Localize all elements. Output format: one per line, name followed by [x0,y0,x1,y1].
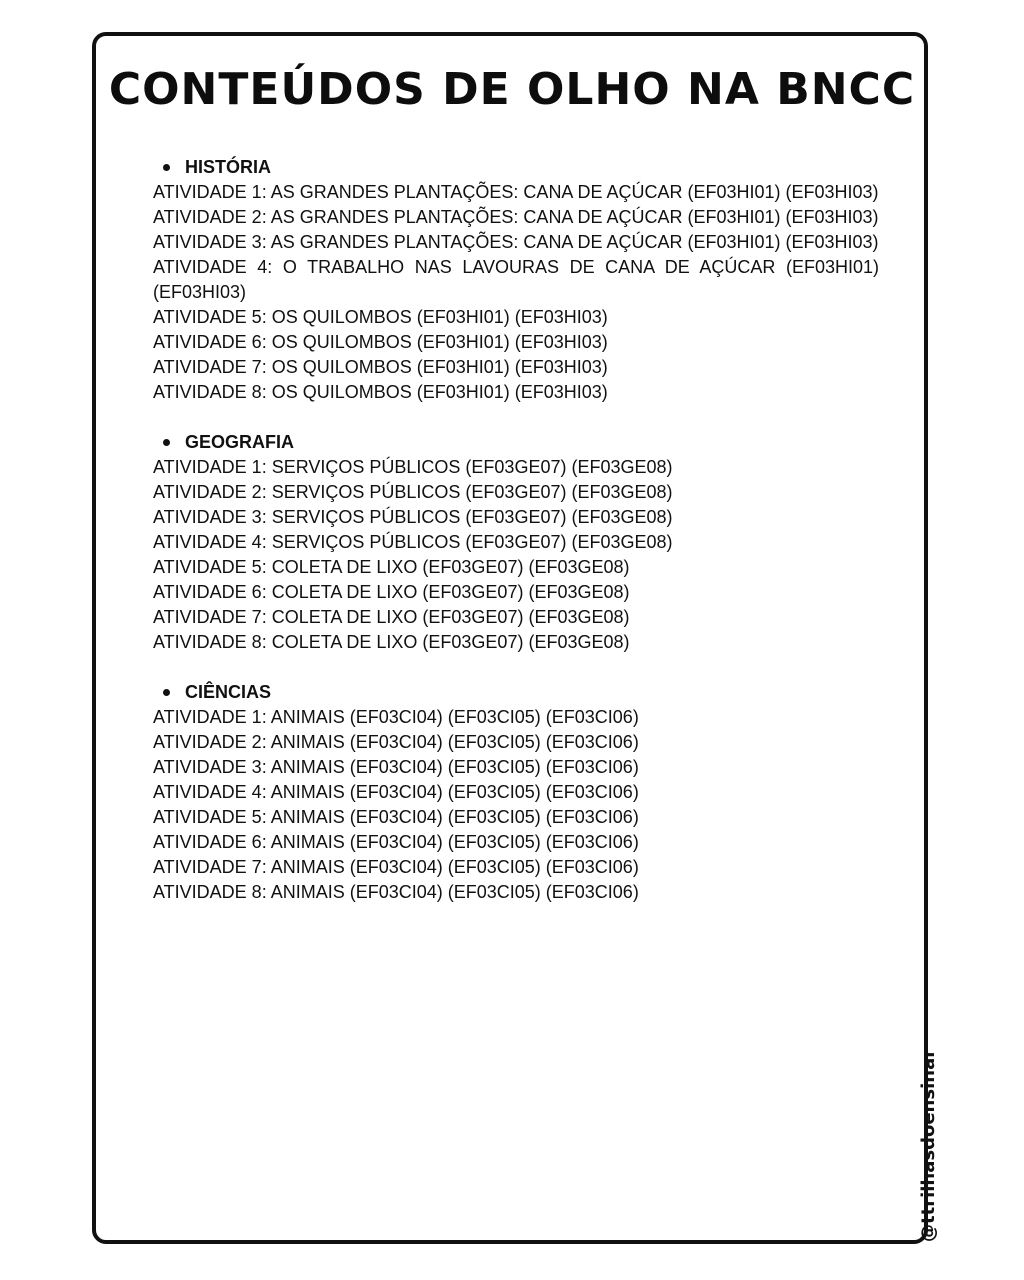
section-heading-label: CIÊNCIAS [185,682,272,702]
activity-item: ATIVIDADE 7: COLETA DE LIXO (EF03GE07) (EF03GE08) [153,607,630,627]
activity-item: ATIVIDADE 4: O TRABALHO NAS LAVOURAS DE CANA DE AÇÚCAR (EF03HI01) (EF03HI03) [153,257,879,302]
activity-item: ATIVIDADE 5: ANIMAIS (EF03CI04) (EF03CI05) (EF03CI06) [153,807,639,827]
section-geografia [153,430,879,655]
activity-list [153,705,879,905]
activity-item: ATIVIDADE 3: ANIMAIS (EF03CI04) (EF03CI05) (EF03CI06) [153,757,639,777]
social-handle: @ttrilhasdoensinar [918,1048,939,1242]
page-title: CONTEÚDOS DE OLHO NA BNCC [108,64,916,115]
activity-item: ATIVIDADE 1: SERVIÇOS PÚBLICOS (EF03GE07) (EF03GE08) [153,457,673,477]
activity-item: ATIVIDADE 7: OS QUILOMBOS (EF03HI01) (EF03HI03) [153,357,608,377]
section-heading-label: HISTÓRIA [185,157,272,177]
activity-item: ATIVIDADE 5: COLETA DE LIXO (EF03GE07) (EF03GE08) [153,557,630,577]
activity-list [153,180,879,405]
activity-item: ATIVIDADE 1: AS GRANDES PLANTAÇÕES: CANA DE AÇÚCAR (EF03HI01) (EF03HI03) [153,182,879,202]
section-heading-label: GEOGRAFIA [185,432,295,452]
activity-list [153,455,879,655]
activity-item: ATIVIDADE 6: ANIMAIS (EF03CI04) (EF03CI05) (EF03CI06) [153,832,639,852]
activity-item: ATIVIDADE 6: COLETA DE LIXO (EF03GE07) (EF03GE08) [153,582,630,602]
activity-item: ATIVIDADE 5: OS QUILOMBOS (EF03HI01) (EF03HI03) [153,307,608,327]
bullet-icon [163,164,170,171]
activity-item: ATIVIDADE 8: OS QUILOMBOS (EF03HI01) (EF03HI03) [153,382,608,402]
section-historia [153,155,879,405]
activity-item: ATIVIDADE 2: AS GRANDES PLANTAÇÕES: CANA DE AÇÚCAR (EF03HI01) (EF03HI03) [153,207,879,227]
section-heading [153,155,879,180]
bullet-icon [163,689,170,696]
bullet-icon [163,439,170,446]
section-heading [153,680,879,705]
activity-item: ATIVIDADE 3: SERVIÇOS PÚBLICOS (EF03GE07) (EF03GE08) [153,507,673,527]
activity-item: ATIVIDADE 6: OS QUILOMBOS (EF03HI01) (EF03HI03) [153,332,608,352]
activity-item: ATIVIDADE 1: ANIMAIS (EF03CI04) (EF03CI05) (EF03CI06) [153,707,639,727]
activity-item: ATIVIDADE 4: SERVIÇOS PÚBLICOS (EF03GE07) (EF03GE08) [153,532,673,552]
activity-item: ATIVIDADE 7: ANIMAIS (EF03CI04) (EF03CI05) (EF03CI06) [153,857,639,877]
activity-item: ATIVIDADE 8: ANIMAIS (EF03CI04) (EF03CI05) (EF03CI06) [153,882,639,902]
activity-item: ATIVIDADE 3: AS GRANDES PLANTAÇÕES: CANA DE AÇÚCAR (EF03HI01) (EF03HI03) [153,232,879,252]
activity-item: ATIVIDADE 8: COLETA DE LIXO (EF03GE07) (EF03GE08) [153,632,630,652]
activity-item: ATIVIDADE 2: SERVIÇOS PÚBLICOS (EF03GE07) (EF03GE08) [153,482,673,502]
activity-item: ATIVIDADE 4: ANIMAIS (EF03CI04) (EF03CI05) (EF03CI06) [153,782,639,802]
content-list [153,155,879,930]
section-heading [153,430,879,455]
section-ciencias [153,680,879,905]
activity-item: ATIVIDADE 2: ANIMAIS (EF03CI04) (EF03CI05) (EF03CI06) [153,732,639,752]
